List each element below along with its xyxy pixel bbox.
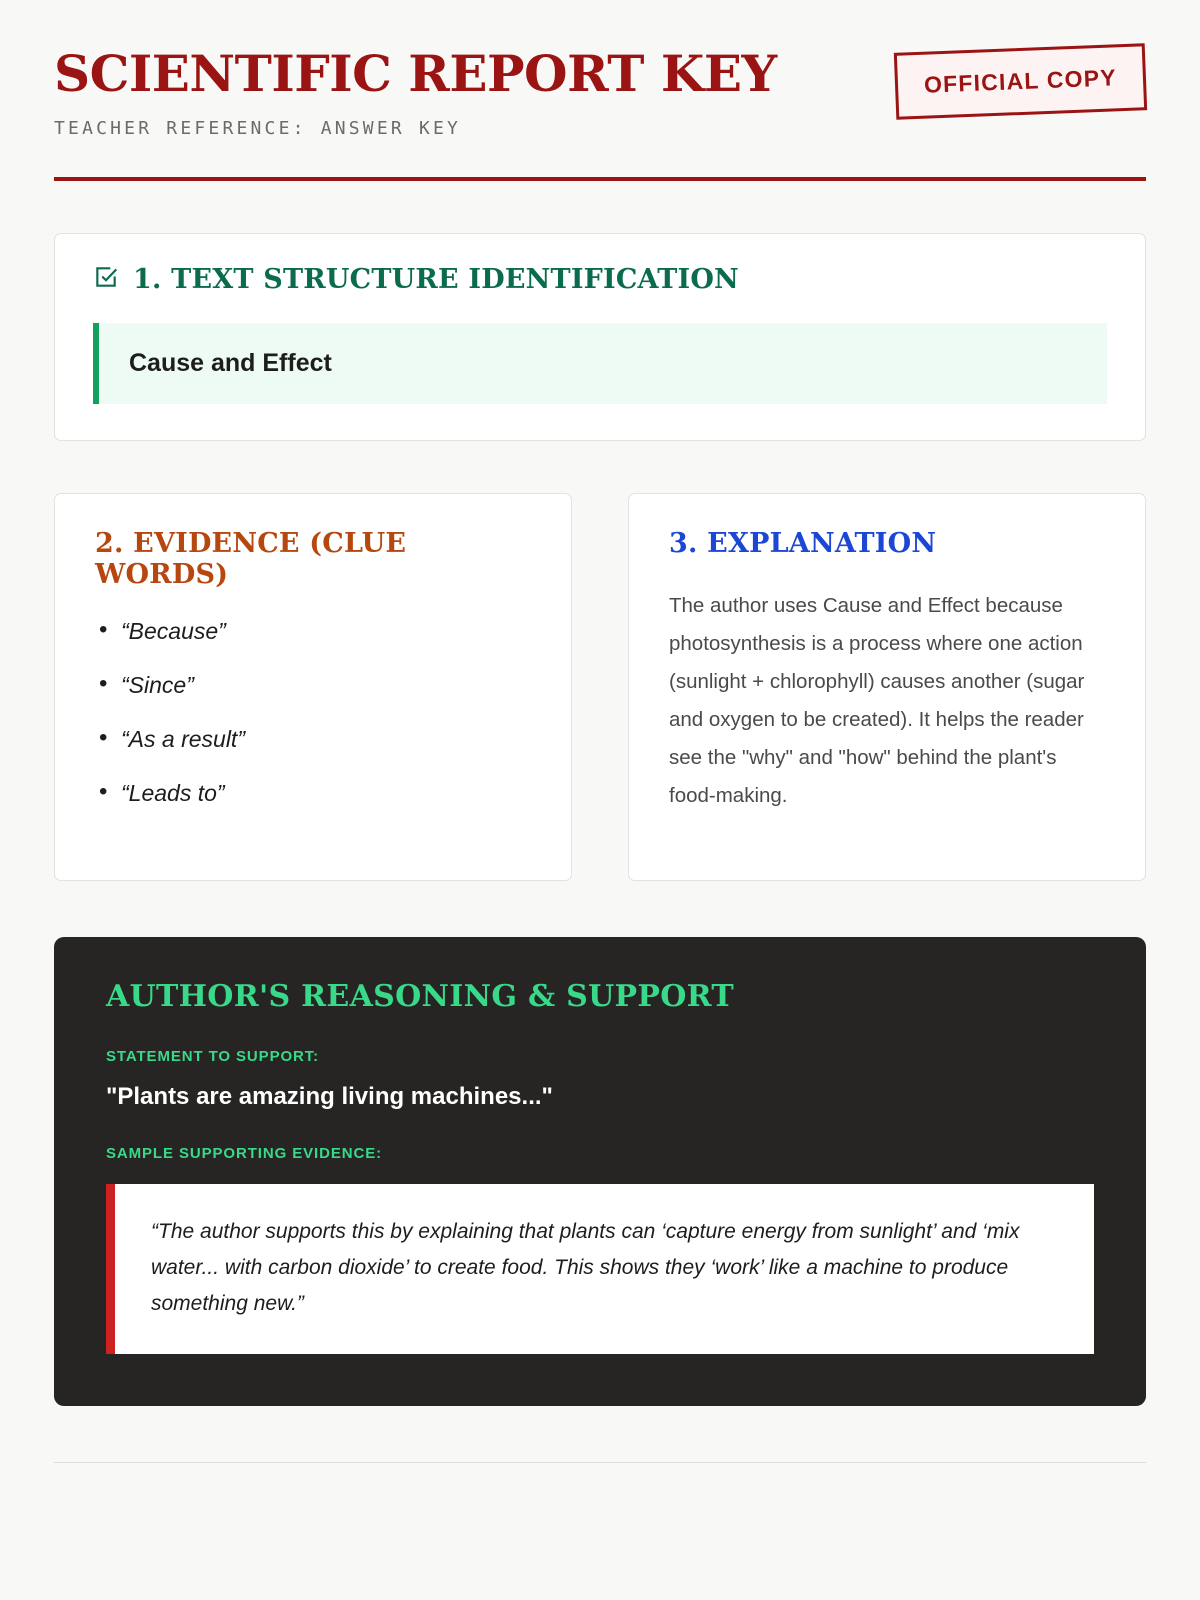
list-item: • “Because” — [95, 618, 531, 645]
two-column-row — [54, 493, 1146, 881]
section-text-structure — [54, 233, 1146, 441]
list-item: • “As a result” — [95, 726, 531, 753]
checkbox-checked-icon — [93, 264, 119, 295]
list-item: • “Since” — [95, 672, 531, 699]
page-title: SCIENTIFIC REPORT KEY — [54, 44, 777, 103]
page-subtitle: TEACHER REFERENCE: ANSWER KEY — [54, 117, 462, 139]
section1-answer-box — [93, 323, 1107, 404]
evidence-label: SAMPLE SUPPORTING EVIDENCE: — [106, 1144, 382, 1162]
section-evidence — [54, 493, 572, 881]
footer-divider — [54, 1462, 1146, 1463]
section3-title: 3. EXPLANATION — [669, 527, 937, 559]
evidence-quote-box — [106, 1184, 1094, 1354]
section1-title: 1. TEXT STRUCTURE IDENTIFICATION — [133, 263, 739, 295]
section2-title: 2. EVIDENCE (CLUE WORDS) — [95, 527, 407, 590]
statement-text: "Plants are amazing living machines..." — [106, 1082, 553, 1110]
evidence-quote-text: “The author supports this by explaining that plants can ‘capture energy from sunlight’ and ‘mix water... with carbon dioxide’ to create food. This shows they ‘work’ like a machine to produce something new.” — [151, 1219, 1020, 1315]
statement-label: STATEMENT TO SUPPORT: — [106, 1047, 320, 1065]
section3-body: The author uses Cause and Effect because photosynthesis is a process where one action (sunlight + chlorophyll) causes another (sugar and oxygen to be created). It helps the reader see the "why" and "how" behind the plant's food-making. — [669, 593, 1085, 808]
list-item: • “Leads to” — [95, 780, 531, 807]
section-explanation — [628, 493, 1146, 881]
section-author-reasoning — [54, 937, 1146, 1406]
reasoning-title: AUTHOR'S REASONING & SUPPORT — [106, 978, 735, 1014]
section1-header — [93, 264, 1107, 295]
header-text-group — [54, 40, 777, 139]
official-copy-stamp: OFFICIAL COPY — [894, 43, 1147, 120]
document-header — [54, 40, 1146, 139]
section1-answer: Cause and Effect — [129, 348, 332, 377]
clue-word-list — [95, 618, 531, 807]
header-divider — [54, 177, 1146, 181]
